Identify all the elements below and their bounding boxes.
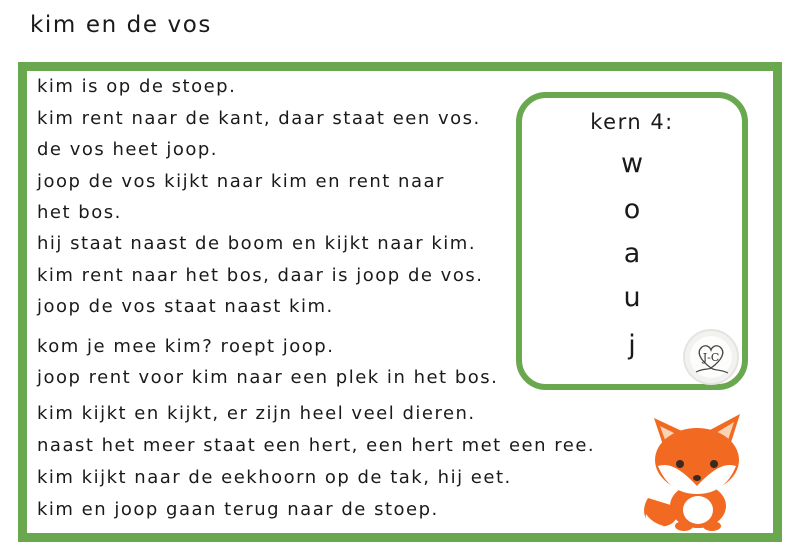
story-line: joop de vos kijkt naar kim en rent naar (37, 171, 445, 192)
page-title: kim en de vos (30, 12, 212, 38)
kern-letter: w (620, 148, 644, 179)
story-line: kim en joop gaan terug naar de stoep. (37, 499, 439, 520)
author-logo-icon (682, 328, 740, 386)
fox-icon (636, 402, 756, 532)
story-line: kim is op de stoep. (37, 76, 237, 97)
logo-text: J-C (702, 351, 720, 364)
story-line: hij staat naast de boom en kijkt naar kim. (37, 233, 477, 254)
story-line: kom je mee kim? roept joop. (37, 336, 335, 357)
kern-letter: u (623, 282, 641, 313)
story-line: het bos. (37, 202, 122, 223)
kern-box (516, 92, 748, 390)
story-line: naast het meer staat een hert, een hert met een ree. (37, 435, 596, 456)
kern-letter: j (628, 330, 636, 361)
kern-title: kern 4: (590, 110, 674, 134)
story-line: kim kijkt en kijkt, er zijn heel veel dieren. (37, 403, 476, 424)
kern-letter: a (623, 238, 641, 269)
kern-letter: o (623, 194, 641, 225)
story-line: de vos heet joop. (37, 139, 218, 160)
story-line: kim rent naar het bos, daar is joop de vos. (37, 265, 484, 286)
story-line: joop de vos staat naast kim. (37, 296, 334, 317)
story-line: kim kijkt naar de eekhoorn op de tak, hij eet. (37, 467, 512, 488)
story-line: kim rent naar de kant, daar staat een vos. (37, 108, 481, 129)
story-line: joop rent voor kim naar een plek in het bos. (37, 367, 499, 388)
